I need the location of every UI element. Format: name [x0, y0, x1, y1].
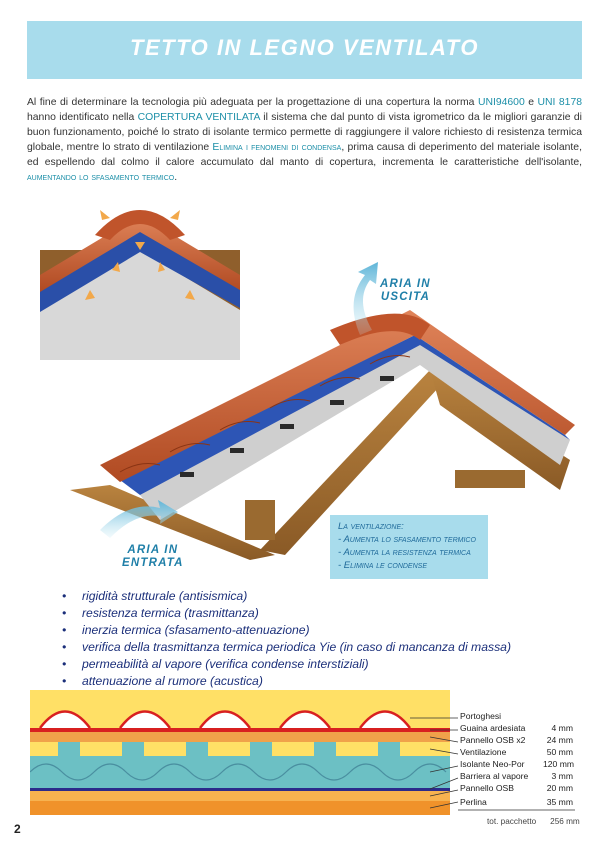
ridge-detail-inset [40, 210, 240, 360]
bullet-icon: • [62, 640, 67, 654]
aria-uscita-label [380, 278, 431, 304]
intro-paragraph [27, 95, 582, 185]
perlina-layer [30, 801, 450, 815]
intro-text-6: . [174, 172, 178, 183]
ventilazione-title: La ventilazione: [338, 521, 404, 532]
insulation-layer [30, 756, 450, 788]
list-item: • attenuazione al rumore (acustica) [62, 674, 263, 688]
intro-highlight-copertura: COPERTURA VENTILATA [137, 112, 260, 123]
features-list [62, 588, 582, 690]
bullet-icon: • [62, 606, 67, 620]
osb-top-layer [30, 732, 450, 742]
title-banner [27, 21, 582, 79]
bullet-icon: • [62, 674, 67, 688]
intro-text-4: il sistema che dal punto di vista igrometrico da le migliori garanzie di buon funzionamento, poiché lo strato di isolante termico permette di raggiungere il valore richiesto di resistenza termica globale, mentre lo strato di ventilazione [27, 112, 582, 153]
ventilazione-box [330, 515, 488, 579]
total-thickness [487, 817, 580, 826]
page-title: TETTO IN LEGNO VENTILATO [130, 35, 479, 60]
aria-uscita-line1: ARIA IN [380, 278, 431, 290]
total-value: 256 mm [550, 817, 580, 826]
intro-norm-2: UNI 8178 [537, 97, 582, 108]
total-label: tot. pacchetto [487, 817, 537, 826]
ventilazione-item: - Aumenta la resistenza termica [338, 547, 471, 558]
bullet-icon: • [62, 589, 67, 603]
intro-text-2: e [524, 97, 538, 108]
ventilazione-item: - Aumenta lo sfasamento termico [338, 534, 476, 545]
bullet-icon: • [62, 657, 67, 671]
ventilation-layer [30, 742, 450, 756]
list-item: • resistenza termica (trasmittanza) [62, 606, 259, 620]
roof-illustration [0, 190, 600, 590]
aria-entrata-line1: ARIA IN [127, 544, 179, 556]
list-item: • inerzia termica (sfasamento-attenuazione) [62, 623, 310, 637]
guaina-layer [30, 728, 450, 732]
osb-bottom-layer [30, 791, 450, 801]
bullet-icon: • [62, 623, 67, 637]
list-item: • verifica della trasmittanza termica periodica Yie (in caso di mancanza di massa) [62, 640, 512, 654]
ventilazione-item: - Elimina le condense [338, 560, 427, 571]
intro-norm-1: UNI94600 [477, 97, 525, 108]
vapor-barrier-layer [30, 788, 450, 791]
page-number: 2 [14, 822, 21, 836]
intro-text-5: , prima causa di deperimento del materiale isolante, ed espellendo dal colmo il calore accumulato dal manto di copertura, incrementa le caratteristiche dell'isolante, [27, 142, 582, 168]
intro-highlight-condensa: Elimina i fenomeni di condensa [212, 142, 342, 153]
aria-entrata-line2: ENTRATA [122, 557, 184, 569]
intro-text-1: Al fine di determinare la tecnologia più adeguata per la progettazione di una copertura la norma [27, 97, 478, 108]
list-item: • permeabilità al vapore (verifica condense interstiziali) [62, 657, 369, 671]
intro-text-3: hanno identificato nella [27, 112, 138, 123]
aria-entrata-label [122, 544, 184, 570]
aria-uscita-line2: USCITA [380, 291, 430, 303]
list-item: • rigidità strutturale (antisismica) [62, 589, 248, 603]
intro-highlight-sfasamento: aumentando lo sfasamento termico [27, 172, 175, 183]
